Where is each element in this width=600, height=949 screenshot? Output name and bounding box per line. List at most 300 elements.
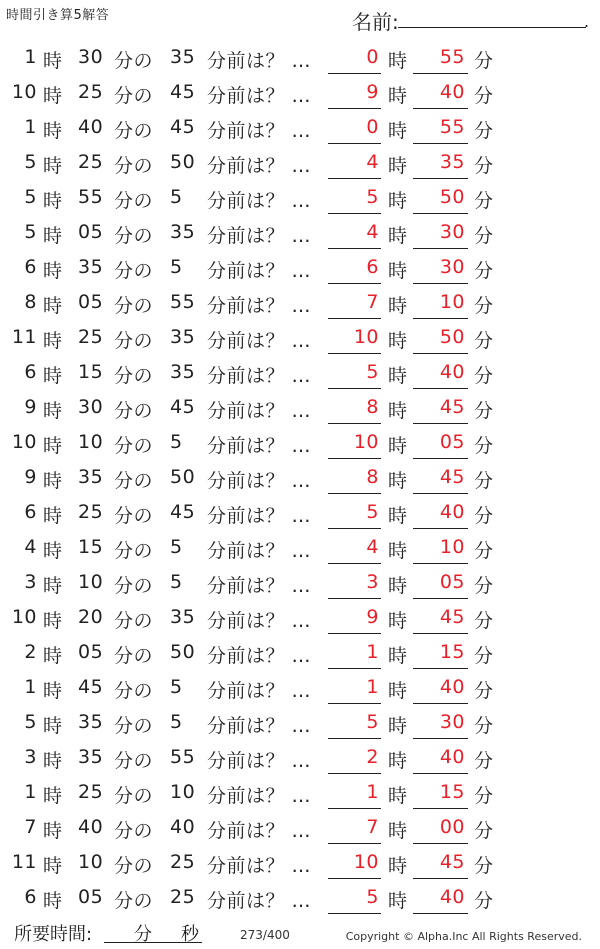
answer-hour-line: [328, 808, 381, 809]
possessive-label: 分の: [114, 470, 154, 492]
answer-minute-unit-label: 分: [474, 190, 494, 212]
answer-hour-line: [328, 388, 381, 389]
answer-minute[interactable]: 15: [439, 781, 465, 803]
answer-minute-unit-label: 分: [474, 505, 494, 527]
answer-hour[interactable]: 4: [366, 221, 379, 243]
answer-hour[interactable]: 4: [366, 151, 379, 173]
problem-minute: 10: [78, 571, 104, 593]
answer-minute-line: [413, 458, 468, 459]
problem-minute: 05: [78, 221, 104, 243]
problem-row: [0, 705, 600, 740]
answer-hour-line: [328, 318, 381, 319]
hour-unit-label: 時: [43, 715, 63, 737]
problem-row: [0, 775, 600, 810]
answer-hour[interactable]: 8: [366, 396, 379, 418]
time-required-label: 所要時間:: [14, 924, 93, 945]
problem-row: [0, 600, 600, 635]
hour-unit-label: 時: [43, 155, 63, 177]
possessive-label: 分の: [114, 505, 154, 527]
problem-minute: 45: [78, 676, 104, 698]
problem-hour: 1: [24, 116, 37, 138]
answer-hour-line: [328, 843, 381, 844]
problem-row: [0, 880, 600, 915]
answer-hour-line: [328, 633, 381, 634]
subtract-minutes: 10: [170, 781, 196, 803]
answer-minute-line: [413, 108, 468, 109]
answer-hour-unit-label: 時: [388, 855, 408, 877]
question-label: 分前は？ …: [207, 155, 312, 177]
answer-hour-unit-label: 時: [388, 750, 408, 772]
problem-row: [0, 250, 600, 285]
question-label: 分前は？ …: [207, 610, 312, 632]
problem-hour: 8: [24, 291, 37, 313]
answer-hour-line: [328, 913, 381, 914]
problem-row: [0, 75, 600, 110]
hour-unit-label: 時: [43, 890, 63, 912]
name-field-dot: .: [584, 12, 590, 31]
possessive-label: 分の: [114, 435, 154, 457]
answer-minute[interactable]: 10: [439, 291, 465, 313]
answer-minute-line: [413, 73, 468, 74]
answer-minute-line: [413, 668, 468, 669]
name-field-line[interactable]: [398, 27, 586, 28]
subtract-minutes: 5: [170, 571, 183, 593]
answer-minute[interactable]: 40: [439, 361, 465, 383]
answer-minute-unit-label: 分: [474, 715, 494, 737]
problem-row: [0, 810, 600, 845]
problem-minute: 20: [78, 606, 104, 628]
question-label: 分前は？ …: [207, 645, 312, 667]
answer-hour[interactable]: 7: [366, 816, 379, 838]
hour-unit-label: 時: [43, 680, 63, 702]
subtract-minutes: 50: [170, 466, 196, 488]
possessive-label: 分の: [114, 540, 154, 562]
answer-hour-unit-label: 時: [388, 400, 408, 422]
question-label: 分前は？ …: [207, 365, 312, 387]
problem-row: [0, 40, 600, 75]
problem-hour: 9: [24, 466, 37, 488]
answer-minute-unit-label: 分: [474, 50, 494, 72]
hour-unit-label: 時: [43, 330, 63, 352]
problem-row: [0, 180, 600, 215]
problem-hour: 6: [24, 361, 37, 383]
possessive-label: 分の: [114, 50, 154, 72]
hour-unit-label: 時: [43, 575, 63, 597]
problem-minute: 25: [78, 781, 104, 803]
problem-minute: 05: [78, 291, 104, 313]
possessive-label: 分の: [114, 400, 154, 422]
hour-unit-label: 時: [43, 190, 63, 212]
problem-hour: 1: [24, 46, 37, 68]
problem-hour: 10: [11, 431, 37, 453]
problem-hour: 6: [24, 886, 37, 908]
answer-minute[interactable]: 55: [439, 116, 465, 138]
answer-hour[interactable]: 1: [366, 781, 379, 803]
answer-minute-unit-label: 分: [474, 855, 494, 877]
subtract-minutes: 5: [170, 431, 183, 453]
answer-minute-line: [413, 598, 468, 599]
subtract-minutes: 50: [170, 151, 196, 173]
possessive-label: 分の: [114, 855, 154, 877]
answer-minute[interactable]: 45: [439, 396, 465, 418]
answer-hour-line: [328, 143, 381, 144]
answer-minute[interactable]: 40: [439, 501, 465, 523]
answer-hour[interactable]: 1: [366, 641, 379, 663]
answer-hour[interactable]: 10: [353, 851, 379, 873]
hour-unit-label: 時: [43, 505, 63, 527]
answer-minute[interactable]: 05: [439, 431, 465, 453]
subtract-minutes: 55: [170, 746, 196, 768]
possessive-label: 分の: [114, 330, 154, 352]
answer-hour-line: [328, 703, 381, 704]
subtract-minutes: 55: [170, 291, 196, 313]
answer-minute-unit-label: 分: [474, 540, 494, 562]
answer-hour[interactable]: 1: [366, 676, 379, 698]
answer-minute-line: [413, 633, 468, 634]
problem-row: [0, 495, 600, 530]
problem-hour: 5: [24, 186, 37, 208]
answer-hour-line: [328, 598, 381, 599]
hour-unit-label: 時: [43, 85, 63, 107]
answer-hour[interactable]: 3: [366, 571, 379, 593]
possessive-label: 分の: [114, 645, 154, 667]
answer-hour-unit-label: 時: [388, 470, 408, 492]
hour-unit-label: 時: [43, 50, 63, 72]
problem-minute: 05: [78, 886, 104, 908]
answer-hour-line: [328, 738, 381, 739]
possessive-label: 分の: [114, 575, 154, 597]
answer-minute-line: [413, 178, 468, 179]
question-label: 分前は？ …: [207, 85, 312, 107]
possessive-label: 分の: [114, 260, 154, 282]
answer-hour[interactable]: 8: [366, 466, 379, 488]
answer-minute-line: [413, 143, 468, 144]
subtract-minutes: 45: [170, 81, 196, 103]
answer-hour[interactable]: 9: [366, 81, 379, 103]
answer-minute-unit-label: 分: [474, 120, 494, 142]
answer-hour-unit-label: 時: [388, 575, 408, 597]
answer-hour[interactable]: 0: [366, 46, 379, 68]
problem-hour: 6: [24, 256, 37, 278]
problem-row: [0, 110, 600, 145]
problem-hour: 7: [24, 816, 37, 838]
hour-unit-label: 時: [43, 820, 63, 842]
answer-hour[interactable]: 5: [366, 711, 379, 733]
answer-hour-unit-label: 時: [388, 820, 408, 842]
hour-unit-label: 時: [43, 435, 63, 457]
problem-minute: 25: [78, 81, 104, 103]
answer-hour[interactable]: 5: [366, 186, 379, 208]
problem-row: [0, 355, 600, 390]
answer-minute[interactable]: 30: [439, 256, 465, 278]
answer-hour[interactable]: 10: [353, 326, 379, 348]
problem-minute: 10: [78, 851, 104, 873]
problem-minute: 05: [78, 641, 104, 663]
question-label: 分前は？ …: [207, 750, 312, 772]
subtract-minutes: 5: [170, 676, 183, 698]
possessive-label: 分の: [114, 190, 154, 212]
answer-minute[interactable]: 50: [439, 186, 465, 208]
answer-hour-line: [328, 528, 381, 529]
question-label: 分前は？ …: [207, 820, 312, 842]
answer-hour-unit-label: 時: [388, 505, 408, 527]
problem-row: [0, 285, 600, 320]
answer-minute[interactable]: 45: [439, 851, 465, 873]
problem-minute: 35: [78, 466, 104, 488]
problem-minute: 25: [78, 501, 104, 523]
answer-hour-unit-label: 時: [388, 715, 408, 737]
problem-minute: 35: [78, 256, 104, 278]
answer-hour-unit-label: 時: [388, 85, 408, 107]
problem-row: [0, 215, 600, 250]
answer-minute[interactable]: 00: [439, 816, 465, 838]
subtract-minutes: 5: [170, 711, 183, 733]
subtract-minutes: 5: [170, 186, 183, 208]
answer-minute-line: [413, 318, 468, 319]
answer-hour[interactable]: 2: [366, 746, 379, 768]
answer-minute[interactable]: 55: [439, 46, 465, 68]
question-label: 分前は？ …: [207, 330, 312, 352]
answer-hour-line: [328, 493, 381, 494]
possessive-label: 分の: [114, 820, 154, 842]
answer-minute-line: [413, 773, 468, 774]
problem-hour: 5: [24, 221, 37, 243]
possessive-label: 分の: [114, 120, 154, 142]
answer-hour-unit-label: 時: [388, 120, 408, 142]
problem-minute: 35: [78, 711, 104, 733]
answer-hour-line: [328, 283, 381, 284]
answer-minute[interactable]: 10: [439, 536, 465, 558]
subtract-minutes: 35: [170, 326, 196, 348]
answer-minute-line: [413, 528, 468, 529]
question-label: 分前は？ …: [207, 575, 312, 597]
problem-hour: 4: [24, 536, 37, 558]
hour-unit-label: 時: [43, 610, 63, 632]
subtract-minutes: 5: [170, 536, 183, 558]
problem-minute: 30: [78, 46, 104, 68]
problem-hour: 11: [11, 851, 37, 873]
answer-minute-line: [413, 808, 468, 809]
problem-minute: 40: [78, 816, 104, 838]
problem-row: [0, 460, 600, 495]
answer-hour-unit-label: 時: [388, 190, 408, 212]
problem-row: [0, 565, 600, 600]
time-required-minute-label: 分: [134, 924, 152, 945]
subtract-minutes: 40: [170, 816, 196, 838]
answer-hour[interactable]: 6: [366, 256, 379, 278]
answer-minute-unit-label: 分: [474, 295, 494, 317]
answer-hour-unit-label: 時: [388, 890, 408, 912]
problem-minute: 55: [78, 186, 104, 208]
problem-minute: 35: [78, 746, 104, 768]
problem-hour: 11: [11, 326, 37, 348]
answer-hour-unit-label: 時: [388, 50, 408, 72]
possessive-label: 分の: [114, 680, 154, 702]
answer-minute[interactable]: 45: [439, 606, 465, 628]
possessive-label: 分の: [114, 365, 154, 387]
answer-minute-line: [413, 493, 468, 494]
answer-hour-line: [328, 178, 381, 179]
answer-hour-line: [328, 563, 381, 564]
problem-row: [0, 145, 600, 180]
answer-hour-unit-label: 時: [388, 260, 408, 282]
answer-minute-line: [413, 738, 468, 739]
subtract-minutes: 45: [170, 501, 196, 523]
problem-row: [0, 530, 600, 565]
question-label: 分前は？ …: [207, 435, 312, 457]
possessive-label: 分の: [114, 225, 154, 247]
answer-hour-unit-label: 時: [388, 680, 408, 702]
question-label: 分前は？ …: [207, 785, 312, 807]
question-label: 分前は？ …: [207, 50, 312, 72]
answer-minute-line: [413, 423, 468, 424]
subtract-minutes: 5: [170, 256, 183, 278]
question-label: 分前は？ …: [207, 190, 312, 212]
question-label: 分前は？ …: [207, 890, 312, 912]
answer-minute-line: [413, 703, 468, 704]
answer-hour[interactable]: 5: [366, 501, 379, 523]
hour-unit-label: 時: [43, 400, 63, 422]
answer-minute-line: [413, 843, 468, 844]
answer-minute[interactable]: 30: [439, 221, 465, 243]
answer-minute-line: [413, 878, 468, 879]
page-number: 273/400: [240, 928, 290, 942]
subtract-minutes: 50: [170, 641, 196, 663]
question-label: 分前は？ …: [207, 120, 312, 142]
answer-minute[interactable]: 30: [439, 711, 465, 733]
answer-hour[interactable]: 5: [366, 361, 379, 383]
question-label: 分前は？ …: [207, 225, 312, 247]
answer-hour-line: [328, 213, 381, 214]
problem-row: [0, 425, 600, 460]
answer-minute-line: [413, 248, 468, 249]
possessive-label: 分の: [114, 610, 154, 632]
answer-minute-line: [413, 563, 468, 564]
answer-hour-unit-label: 時: [388, 645, 408, 667]
answer-hour-line: [328, 773, 381, 774]
problem-hour: 3: [24, 746, 37, 768]
answer-minute-unit-label: 分: [474, 750, 494, 772]
question-label: 分前は？ …: [207, 295, 312, 317]
answer-minute-line: [413, 283, 468, 284]
answer-minute-unit-label: 分: [474, 435, 494, 457]
answer-minute[interactable]: 40: [439, 886, 465, 908]
answer-minute-line: [413, 388, 468, 389]
answer-hour[interactable]: 10: [353, 431, 379, 453]
problem-hour: 1: [24, 676, 37, 698]
answer-hour-unit-label: 時: [388, 435, 408, 457]
question-label: 分前は？ …: [207, 505, 312, 527]
answer-hour[interactable]: 9: [366, 606, 379, 628]
answer-minute-unit-label: 分: [474, 610, 494, 632]
answer-minute[interactable]: 40: [439, 81, 465, 103]
hour-unit-label: 時: [43, 120, 63, 142]
answer-minute[interactable]: 15: [439, 641, 465, 663]
subtract-minutes: 35: [170, 46, 196, 68]
answer-hour[interactable]: 0: [366, 116, 379, 138]
hour-unit-label: 時: [43, 540, 63, 562]
problem-hour: 5: [24, 711, 37, 733]
hour-unit-label: 時: [43, 855, 63, 877]
answer-minute[interactable]: 40: [439, 676, 465, 698]
possessive-label: 分の: [114, 295, 154, 317]
problem-minute: 25: [78, 326, 104, 348]
subtract-minutes: 35: [170, 361, 196, 383]
answer-hour-unit-label: 時: [388, 330, 408, 352]
possessive-label: 分の: [114, 715, 154, 737]
answer-minute[interactable]: 40: [439, 746, 465, 768]
question-label: 分前は？ …: [207, 400, 312, 422]
problem-hour: 10: [11, 606, 37, 628]
subtract-minutes: 45: [170, 396, 196, 418]
subtract-minutes: 35: [170, 221, 196, 243]
problem-minute: 15: [78, 361, 104, 383]
answer-minute[interactable]: 05: [439, 571, 465, 593]
answer-hour-line: [328, 108, 381, 109]
answer-minute-unit-label: 分: [474, 785, 494, 807]
subtract-minutes: 35: [170, 606, 196, 628]
problem-row: [0, 635, 600, 670]
problem-minute: 40: [78, 116, 104, 138]
subtract-minutes: 25: [170, 886, 196, 908]
answer-hour-line: [328, 423, 381, 424]
answer-minute[interactable]: 35: [439, 151, 465, 173]
hour-unit-label: 時: [43, 785, 63, 807]
problem-hour: 1: [24, 781, 37, 803]
answer-hour-line: [328, 458, 381, 459]
problem-hour: 2: [24, 641, 37, 663]
answer-hour-unit-label: 時: [388, 155, 408, 177]
hour-unit-label: 時: [43, 645, 63, 667]
possessive-label: 分の: [114, 890, 154, 912]
possessive-label: 分の: [114, 785, 154, 807]
answer-hour-line: [328, 878, 381, 879]
problem-row: [0, 845, 600, 880]
answer-minute-unit-label: 分: [474, 155, 494, 177]
subtract-minutes: 25: [170, 851, 196, 873]
question-label: 分前は？ …: [207, 855, 312, 877]
problem-hour: 3: [24, 571, 37, 593]
problem-minute: 10: [78, 431, 104, 453]
problem-hour: 6: [24, 501, 37, 523]
problem-list: [0, 40, 600, 915]
answer-minute-unit-label: 分: [474, 575, 494, 597]
answer-minute-line: [413, 213, 468, 214]
answer-minute[interactable]: 50: [439, 326, 465, 348]
question-label: 分前は？ …: [207, 260, 312, 282]
subtract-minutes: 45: [170, 116, 196, 138]
problem-hour: 9: [24, 396, 37, 418]
answer-minute-unit-label: 分: [474, 400, 494, 422]
hour-unit-label: 時: [43, 260, 63, 282]
answer-minute-unit-label: 分: [474, 365, 494, 387]
hour-unit-label: 時: [43, 470, 63, 492]
answer-hour[interactable]: 7: [366, 291, 379, 313]
answer-hour-unit-label: 時: [388, 295, 408, 317]
answer-hour[interactable]: 5: [366, 886, 379, 908]
answer-minute-unit-label: 分: [474, 680, 494, 702]
answer-minute-unit-label: 分: [474, 85, 494, 107]
problem-row: [0, 740, 600, 775]
problem-row: [0, 390, 600, 425]
answer-minute-unit-label: 分: [474, 645, 494, 667]
answer-hour[interactable]: 4: [366, 536, 379, 558]
answer-minute-unit-label: 分: [474, 260, 494, 282]
answer-minute[interactable]: 45: [439, 466, 465, 488]
problem-minute: 25: [78, 151, 104, 173]
problem-hour: 5: [24, 151, 37, 173]
answer-hour-line: [328, 248, 381, 249]
